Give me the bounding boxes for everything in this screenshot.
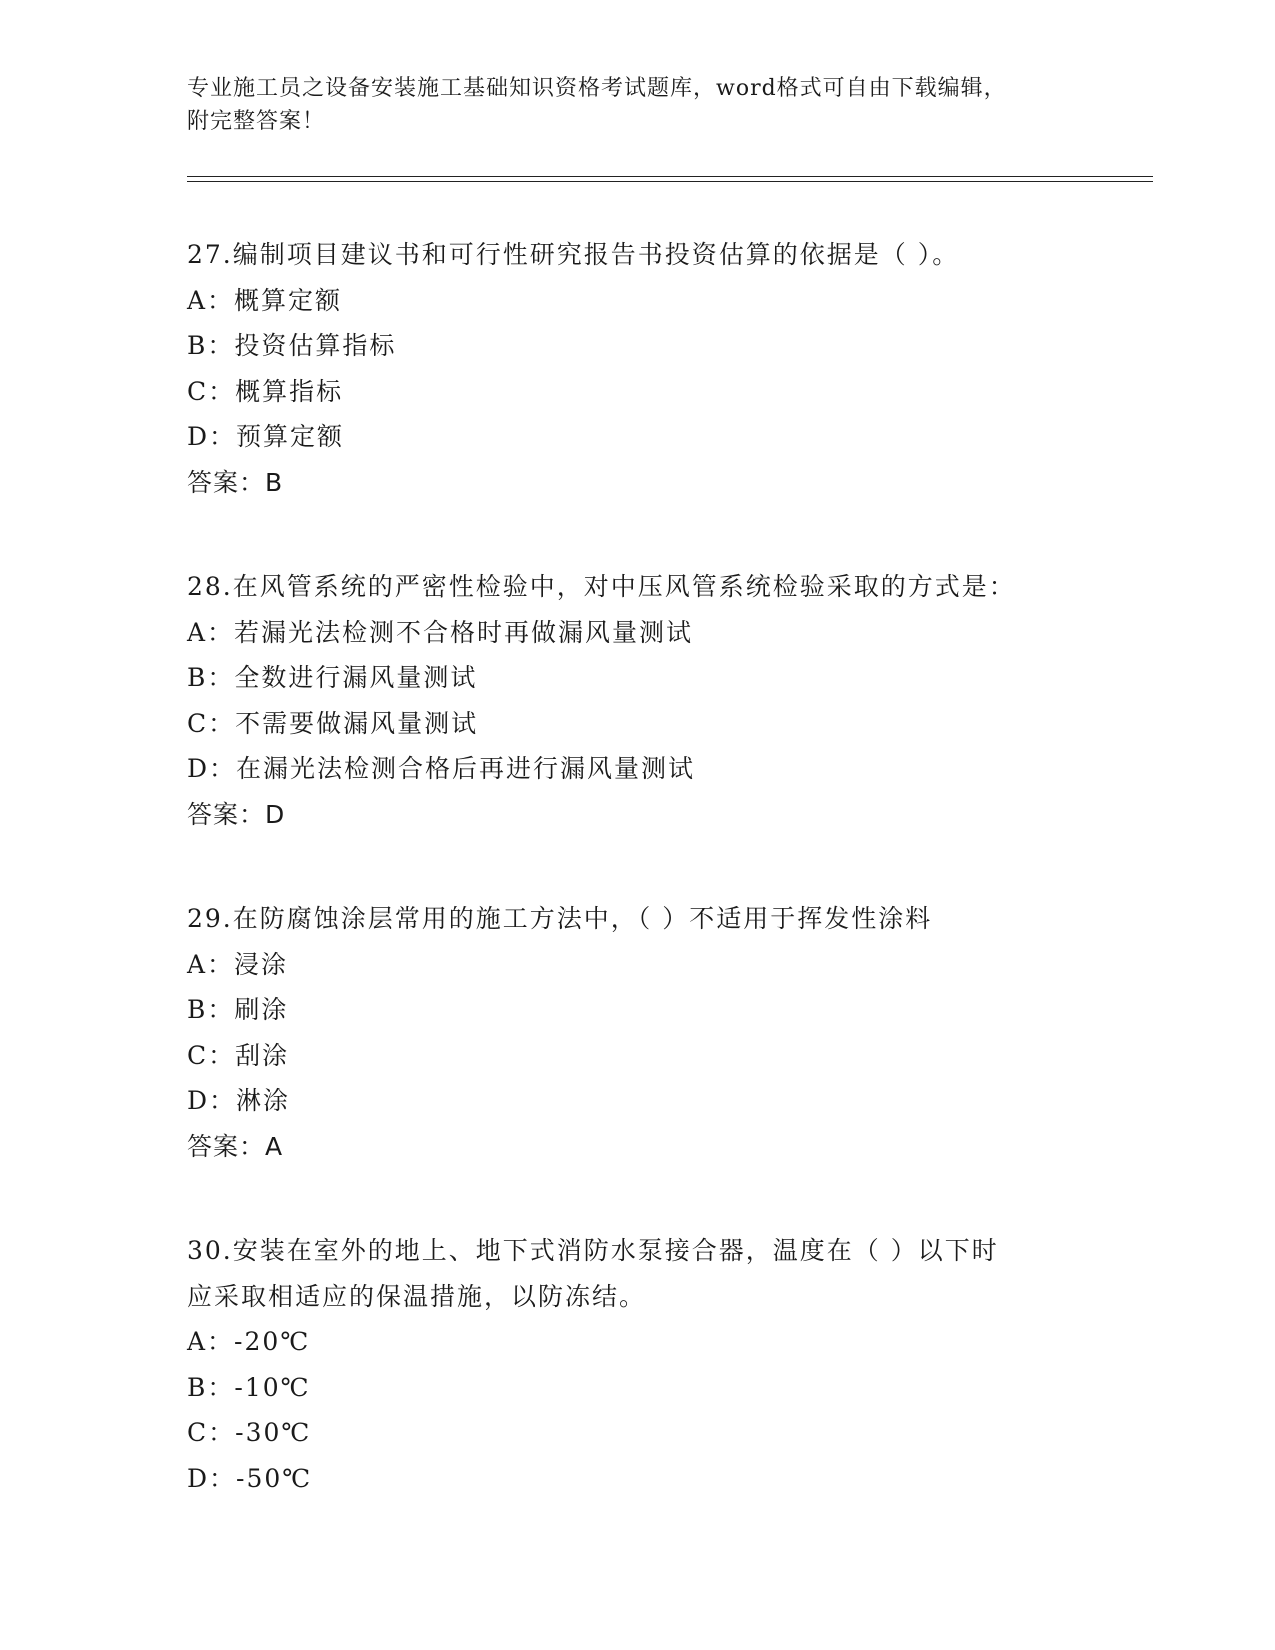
option-d: D：在漏光法检测合格后再进行漏风量测试 [187, 754, 696, 783]
header-divider-top [187, 176, 1153, 177]
option-c: C：-30℃ [187, 1418, 312, 1447]
option-a: A：-20℃ [187, 1327, 311, 1356]
option-a: A：浸涂 [187, 949, 289, 979]
option-a: A：概算定额 [187, 285, 343, 315]
answer-line: 答案：D [187, 799, 286, 829]
option-b: B：全数进行漏风量测试 [187, 663, 478, 692]
question-stem: 29.在防腐蚀涂层常用的施工方法中，（ ）不适用于挥发性涂料 [187, 904, 933, 933]
option-d: D：预算定额 [187, 422, 345, 451]
question-list [187, 232, 1087, 1560]
question-27 [187, 232, 1087, 505]
question-stem-line-2: 应采取相适应的保温措施，以防冻结。 [187, 1281, 647, 1311]
option-c: C：不需要做漏风量测试 [187, 708, 479, 738]
option-b: B：投资估算指标 [187, 331, 397, 360]
question-28 [187, 564, 1087, 837]
answer-line: 答案：B [187, 467, 284, 497]
question-stem: 28.在风管系统的严密性检验中，对中压风管系统检验采取的方式是： [187, 572, 1016, 601]
option-c: C：刮涂 [187, 1040, 290, 1070]
question-29 [187, 896, 1087, 1169]
question-30 [187, 1228, 1087, 1501]
question-stem: 27.编制项目建议书和可行性研究报告书投资估算的依据是（ ）。 [187, 240, 960, 269]
option-c: C：概算指标 [187, 376, 344, 406]
header-divider-bottom [187, 181, 1153, 182]
option-a: A：若漏光法检测不合格时再做漏风量测试 [187, 617, 694, 647]
option-d: D：-50℃ [187, 1463, 313, 1493]
option-b: B：刷涂 [187, 995, 289, 1024]
header-line-2: 附完整答案！ [187, 109, 326, 134]
option-d: D：淋涂 [187, 1086, 291, 1115]
question-stem-line-1: 30.安装在室外的地上、地下式消防水泵接合器，温度在（ ）以下时 [187, 1236, 999, 1265]
header-note [187, 72, 1087, 138]
option-b: B：-10℃ [187, 1372, 311, 1402]
answer-line: 答案：A [187, 1131, 284, 1161]
header-line-1: 专业施工员之设备安装施工基础知识资格考试题库，word格式可自由下载编辑， [187, 76, 1007, 101]
